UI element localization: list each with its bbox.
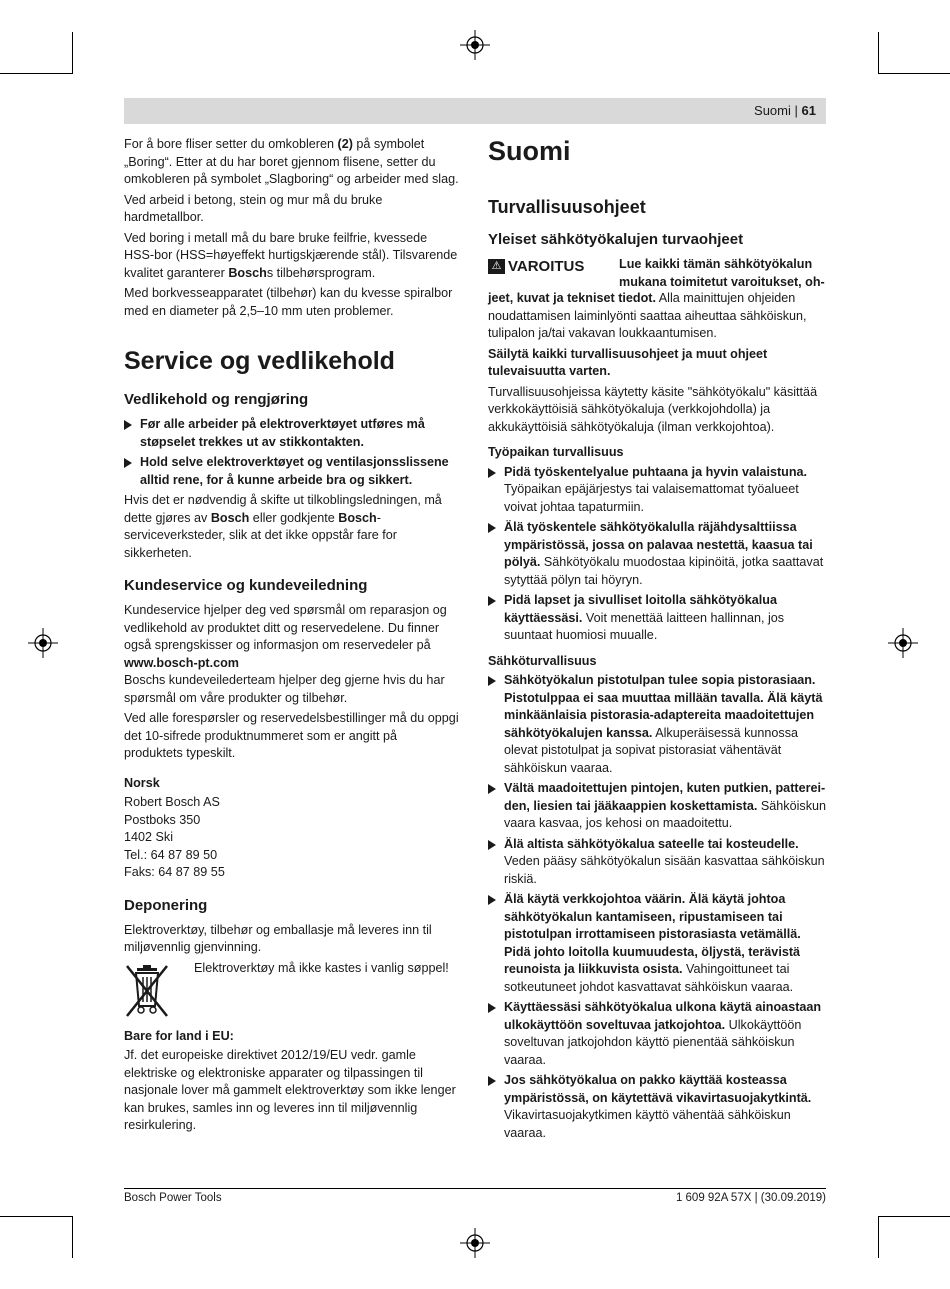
address-country: Norsk [124, 775, 160, 790]
crop-mark [878, 32, 879, 74]
bin-warning: Elektroverktøy må ikke kastes i vanlig søppel! [194, 960, 449, 975]
service-heading: Service og vedlikehold [124, 347, 395, 375]
warning-lead: Lue kaikki tämän sähkötyökalun mukana toimitetut varoitukset, oh- [619, 257, 825, 289]
left-column [124, 136, 459, 1138]
term-definition: Turvallisuusohjeissa käytetty käsite "sähkötyökalu" käsittää verkkokäyttöisiä sähkötyökaluja (verkkojohdolla) ja akkukäyttöisiä sähkötyökaluja (ilman verkkojohtoa). [488, 384, 818, 434]
warning-badge: ⚠ VAROITUS [488, 258, 584, 276]
bullet-triangle-icon [488, 676, 496, 686]
footer-doc-number: 1 609 92A 57X | (30.09.2019) [675, 1192, 826, 1204]
paragraph-metal-drilling: Ved boring i metall må du bare bruke feilfrie, kvessede HSS-bor (HSS=høyeffekt hurtigskjærende stål). Tilsvarende kvalitet garanterer Boschs tilbehørsprogram. [124, 230, 458, 280]
bullet-triangle-icon [488, 523, 496, 533]
eu-heading: Bare for land i EU: [124, 1028, 234, 1043]
electrical-safety-heading: Sähköturvallisuus [488, 653, 597, 668]
bullet-triangle-icon [488, 1003, 496, 1013]
address-company: Robert Bosch AS [124, 795, 220, 809]
paragraph-disposal: Elektroverktøy, tilbehør og emballasje må leveres inn til miljøvennlig gjenvinning. [124, 922, 432, 954]
address-line: Postboks 350 [124, 812, 201, 827]
bullet-triangle-icon [124, 458, 132, 468]
paragraph-tile-drilling: For å bore fliser setter du omkobleren (2) på symbolet „Boring“. Etter at du har boret gjennom flisene, setter du omkobleren på symbolet „Slagboring“ og arbeider med slag. [124, 137, 459, 186]
list-item: Hold selve elektroverktøyet og ventilasjonsslissene alltid rene, for å kunne arbeide bra og sikkert. [124, 454, 459, 489]
crop-mark [72, 1216, 73, 1258]
list-item: Älä työskentele sähkötyökalulla räjähdysalttiissa ympäristössä, jossa on palavaa nestettä, kaasua tai pölyä. Sähkötyökalu muodostaa kipinöitä, jotka saattavat sytyttää pölyn tai höyryn. [488, 519, 826, 589]
crossed-bin-icon [124, 962, 170, 1018]
list-item: Sähkötyökalun pistotulpan tulee sopia pistorasiaan. Pistotulppaa ei saa muuttaa millään tavalla. Älä käytä minkäänlaisia pistorasia-adaptereita maadoitettujen sähkötyökalujen kanssa. Alkuperäisessä kunnossa olevat pistotulpat ja sopivat pistorasiat vähentävät sähköiskun vaaraa. [488, 672, 826, 777]
crop-mark [878, 1216, 879, 1258]
list-item: Pidä työskentelyalue puhtaana ja hyvin valaistuna. Työpaikan epäjärjestys tai valaisemattomat työalueet voivat johtaa tapaturmiin. [488, 464, 826, 517]
general-safety-heading: Yleiset sähkötyökalujen turvaohjeet [488, 231, 744, 248]
address-phone: Tel.: 64 87 89 50 [124, 847, 218, 862]
crop-mark [878, 1216, 950, 1217]
keep-instructions: Säilytä kaikki turvallisuusohjeet ja muut ohjeet tulevaisuutta varten. [488, 346, 768, 378]
maintenance-heading: Vedlikehold og rengjøring [124, 391, 309, 408]
list-item: Älä altista sähkötyökalua sateelle tai kosteudelle. Veden pääsy sähkötyökalun sisään kasvattaa sähköiskun riskiä. [488, 836, 826, 889]
disposal-notice [124, 960, 459, 1022]
paragraph-cable-replacement: Hvis det er nødvendig å skifte ut tilkoblingsledningen, må dette gjøres av Bosch eller godkjente Bosch-serviceverksteder, slik at det ikke oppstår fare for sikkerheten. [124, 493, 442, 560]
header-section: Suomi [754, 103, 791, 118]
bullet-triangle-icon [488, 1076, 496, 1086]
list-item: Pidä lapset ja sivulliset loitolla sähkötyökalua käyttäessäsi. Voit menettää laitteen hallinnan, jos suuntaat huomiosi muualle. [488, 592, 826, 645]
header-text [754, 103, 816, 118]
paragraph-concrete: Ved arbeid i betong, stein og mur må du bruke hardmetallbor. [124, 192, 383, 224]
page-header [124, 98, 826, 124]
bullet-triangle-icon [488, 596, 496, 606]
registration-mark-icon [888, 628, 918, 658]
bullet-triangle-icon [488, 468, 496, 478]
address-city: 1402 Ski [124, 830, 174, 844]
page-number: 61 [801, 103, 816, 118]
paragraph-sharpener: Med borkvesseapparatet (tilbehør) kan du kvesse spiralbor med en diameter på 2,5–10 mm uten problemer. [124, 286, 453, 318]
crop-mark [0, 73, 72, 74]
warning-block [488, 256, 826, 290]
crop-mark [878, 73, 950, 74]
language-heading: Suomi [488, 136, 571, 166]
crop-mark [72, 32, 73, 74]
paragraph-product-number: Ved alle forespørsler og reservedelsbestillinger må du oppgi det 10-sifrede produktnummeret som er angitt på produktets typeskilt. [124, 711, 459, 760]
customer-service-heading: Kundeservice og kundeveiledning [124, 577, 368, 594]
header-separator: | [794, 103, 798, 118]
website-link[interactable]: www.bosch-pt.com [124, 655, 239, 670]
list-item: Älä käytä verkkojohtoa väärin. Älä käytä johtoa sähkötyökalun kantamiseen, ripustamiseen tai pistotulpan irrottamiseen pistorasiasta vetämällä. Pidä johto loitolla kuumuudesta, öljystä, terävistä reunoista ja liikkuvista osista. Vahingoittuneet tai sotkeutuneet johdot kasvattavat sähköiskun vaaraa. [488, 891, 826, 996]
work-area-heading: Työpaikan turvallisuus [488, 445, 624, 459]
list-item: Jos sähkötyökalua on pakko käyttää kosteassa ympäristössä, on käytettävä vikavirtasuojakytkintä. Vikavirtasuojakytkimen käyttö vähentää sähköiskun vaaraa. [488, 1072, 826, 1142]
paragraph-eu-directive: Jf. det europeiske direktivet 2012/19/EU vedr. gamle elektriske og elektroniske apparater og tilpassingen til nasjonale lover må gammelt elektroverktøy som ikke lenger kan brukes, samles inn og leveres inn til miljøvennlig resirkulering. [124, 1048, 456, 1132]
warning-triangle-icon: ⚠ [488, 259, 505, 274]
list-item: Käyttäessäsi sähkötyökalua ulkona käytä ainoastaan ulkokäyttöön soveltuvaa jatkojohtoa. Ulkokäyttöön soveltuvan jatkojohdon käyttö pienentää sähköiskun vaaraa. [488, 999, 826, 1069]
crop-mark [0, 1216, 72, 1217]
paragraph-customer-service: Kundeservice hjelper deg ved spørsmål om reparasjon og vedlikehold av produktet ditt og reservedelene. Du finner også sprengskisser og informasjon om reservedeler på [124, 603, 447, 652]
bullet-triangle-icon [124, 420, 132, 430]
registration-mark-icon [460, 1228, 490, 1258]
warning-text: jeet, kuvat ja tekniset tiedot. Alla mainittujen ohjeiden noudattamisen laiminlyönti saattaa aiheuttaa sähköiskun, tulipalon ja/tai vakavan loukkaantumisen. [488, 291, 807, 340]
bullet-triangle-icon [488, 840, 496, 850]
footer-brand: Bosch Power Tools [124, 1192, 222, 1204]
registration-mark-icon [460, 30, 490, 60]
address-fax: Faks: 64 87 89 55 [124, 865, 225, 879]
bullet-triangle-icon [488, 784, 496, 794]
list-item: Vältä maadoitettujen pintojen, kuten putkien, pattereiden, liesien tai jääkaappien koskettamista. Sähköiskun vaara kasvaa, jos kehosi on maadoitettu. [488, 780, 826, 833]
bullet-triangle-icon [488, 895, 496, 905]
footer-rule [124, 1188, 826, 1189]
disposal-heading: Deponering [124, 896, 208, 914]
right-column [488, 136, 826, 1145]
registration-mark-icon [28, 628, 58, 658]
paragraph-advice-team: Boschs kundeveilederteam hjelper deg gjerne hvis du har spørsmål om våre produkter og tilbehør. [124, 673, 445, 705]
safety-heading: Turvallisuusohjeet [488, 197, 646, 217]
list-item: Før alle arbeider på elektroverktøyet utføres må støpselet trekkes ut av stikkontakten. [124, 416, 459, 451]
